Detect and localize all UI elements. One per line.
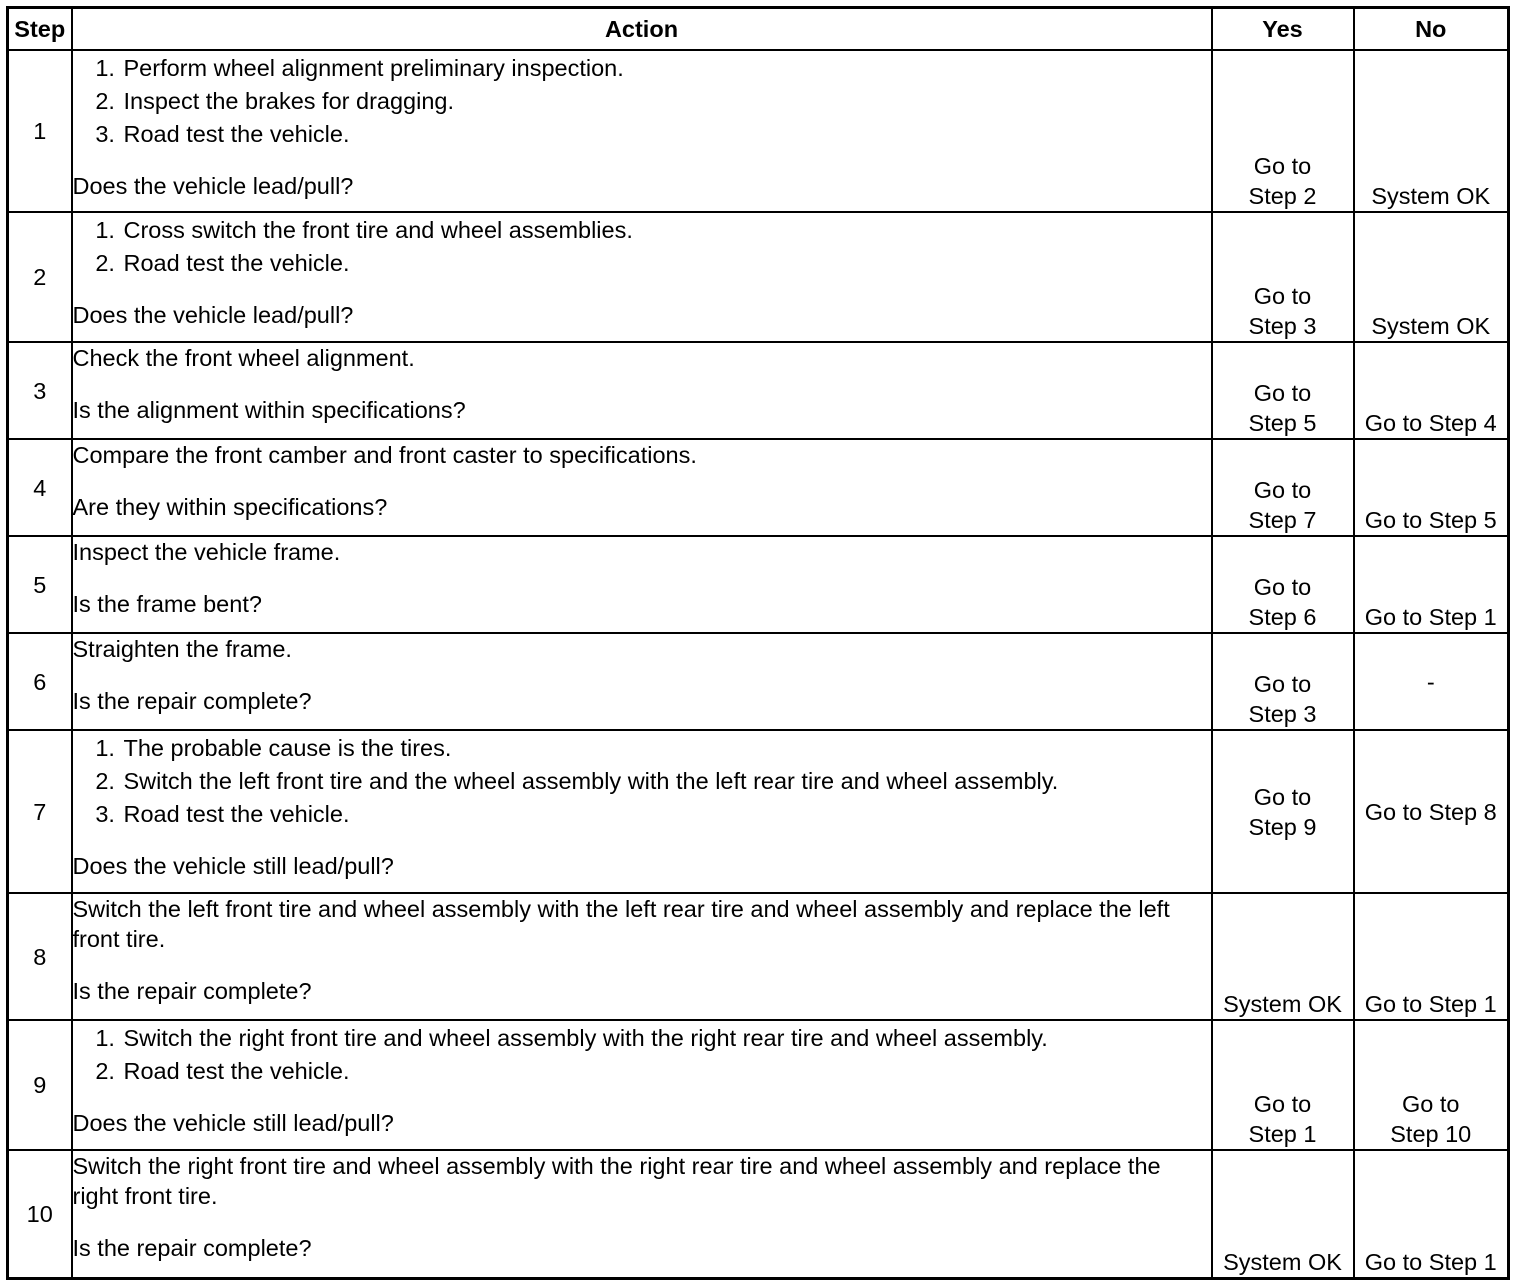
yes-result: [1212, 893, 1354, 1020]
action-cell: [72, 439, 1212, 536]
action-question: Is the repair complete?: [72, 1235, 312, 1261]
action-question: Does the vehicle still lead/pull?: [72, 853, 394, 879]
yes-result: [1212, 536, 1354, 633]
action-question: Does the vehicle lead/pull?: [72, 302, 354, 328]
action-list-item: 3. Road test the vehicle.: [122, 119, 1211, 149]
table-row: [8, 1150, 1509, 1278]
no-result-line: Go to Step 1: [1364, 604, 1497, 630]
step-number: 5: [8, 536, 72, 633]
yes-result-line: Go to: [1253, 477, 1312, 503]
no-result-line: Step 10: [1390, 1121, 1472, 1147]
header-row: [8, 8, 1509, 51]
no-result: [1354, 536, 1509, 633]
yes-result-line: System OK: [1223, 1248, 1342, 1275]
action-text: Switch the left front tire and wheel assembly with the left rear tire and wheel assembly and replace the left front tire.: [72, 896, 1170, 952]
no-result: [1354, 342, 1509, 439]
action-list-item: 2. Road test the vehicle.: [122, 248, 1211, 278]
action-question: Does the vehicle lead/pull?: [72, 173, 354, 199]
table-row: [8, 536, 1509, 633]
action-cell: [72, 1150, 1212, 1278]
action-cell: [72, 730, 1212, 893]
no-result-line: Go to Step 5: [1364, 507, 1497, 533]
action-question: Does the vehicle still lead/pull?: [72, 1110, 394, 1136]
no-result: [1354, 893, 1509, 1020]
action-text: Straighten the frame.: [72, 636, 292, 662]
step-number: 2: [8, 212, 72, 342]
step-number: 3: [8, 342, 72, 439]
no-result-line: Go to Step 1: [1364, 1248, 1497, 1275]
no-result-line: Go to Step 1: [1364, 991, 1497, 1017]
table-row: [8, 1020, 1509, 1150]
action-cell: [72, 1020, 1212, 1150]
header-step: Step: [8, 8, 72, 51]
step-number: 4: [8, 439, 72, 536]
yes-result-line: Go to: [1253, 671, 1312, 697]
yes-result: [1212, 212, 1354, 342]
action-list: [73, 215, 1211, 278]
yes-result-line: Step 1: [1248, 1121, 1317, 1147]
yes-result: [1212, 342, 1354, 439]
action-list-item: 1. Perform wheel alignment preliminary inspection.: [122, 53, 1211, 83]
yes-result-line: Go to: [1253, 283, 1312, 309]
yes-result-line: Step 9: [1248, 813, 1317, 840]
no-result: [1354, 1150, 1509, 1278]
action-list-item: 1. Switch the right front tire and wheel assembly with the right rear tire and wheel assembly.: [122, 1023, 1211, 1053]
table-row: [8, 342, 1509, 439]
diagnostic-table-container: [6, 6, 1510, 1280]
yes-result: [1212, 1020, 1354, 1150]
table-row: [8, 893, 1509, 1020]
action-cell: [72, 212, 1212, 342]
action-list-item: 2. Road test the vehicle.: [122, 1056, 1211, 1086]
action-list-item: 1. Cross switch the front tire and wheel assemblies.: [122, 215, 1211, 245]
yes-result-line: Step 3: [1248, 701, 1317, 727]
step-number: 8: [8, 893, 72, 1020]
action-question: Is the frame bent?: [72, 591, 262, 617]
yes-result-line: Step 2: [1248, 183, 1317, 209]
yes-result-line: Go to: [1253, 153, 1312, 179]
no-result-line: Go to: [1402, 1091, 1460, 1117]
yes-result: [1212, 439, 1354, 536]
no-result: [1354, 50, 1509, 212]
action-cell: [72, 893, 1212, 1020]
action-cell: [72, 536, 1212, 633]
yes-result-line: Go to: [1253, 574, 1312, 600]
no-result-line: Go to Step 8: [1364, 798, 1497, 825]
action-cell: [72, 50, 1212, 212]
action-cell: [72, 633, 1212, 730]
action-list-item: 2. Switch the left front tire and the wheel assembly with the left rear tire and wheel assembly.: [122, 766, 1211, 796]
yes-result-line: Step 5: [1248, 410, 1317, 436]
no-result: [1354, 212, 1509, 342]
table-body: [8, 50, 1509, 1278]
header-yes: Yes: [1212, 8, 1354, 51]
yes-result-line: Step 7: [1248, 507, 1317, 533]
no-result-line: System OK: [1371, 183, 1491, 209]
yes-result: [1212, 50, 1354, 212]
yes-result: [1212, 730, 1354, 893]
table-row: [8, 439, 1509, 536]
action-question: Is the repair complete?: [72, 978, 312, 1004]
action-list: [73, 53, 1211, 149]
no-result: [1354, 633, 1509, 730]
action-list: [73, 1023, 1211, 1086]
action-question: Is the repair complete?: [72, 688, 312, 714]
step-number: 7: [8, 730, 72, 893]
step-number: 6: [8, 633, 72, 730]
yes-result: [1212, 1150, 1354, 1278]
action-text: Inspect the vehicle frame.: [72, 539, 341, 565]
table-row: [8, 50, 1509, 212]
table-row: [8, 633, 1509, 730]
yes-result-line: Step 6: [1248, 604, 1317, 630]
no-result-line: Go to Step 4: [1364, 410, 1497, 436]
step-number: 1: [8, 50, 72, 212]
table-row: [8, 730, 1509, 893]
yes-result-line: Go to: [1253, 380, 1312, 406]
yes-result-line: Go to: [1253, 1091, 1312, 1117]
yes-result: [1212, 633, 1354, 730]
no-result: [1354, 439, 1509, 536]
diagnostic-table: [6, 6, 1510, 1280]
step-number: 9: [8, 1020, 72, 1150]
no-result-line: -: [1426, 668, 1435, 695]
table-row: [8, 212, 1509, 342]
action-list-item: 1. The probable cause is the tires.: [122, 733, 1211, 763]
no-result-line: System OK: [1371, 313, 1491, 339]
no-result: [1354, 730, 1509, 893]
header-action: Action: [72, 8, 1212, 51]
yes-result-line: System OK: [1223, 991, 1342, 1017]
header-no: No: [1354, 8, 1509, 51]
action-text: Compare the front camber and front caster to specifications.: [72, 442, 697, 468]
action-cell: [72, 342, 1212, 439]
yes-result-line: Go to: [1253, 783, 1312, 810]
step-number: 10: [8, 1150, 72, 1278]
action-question: Are they within specifications?: [72, 494, 388, 520]
action-list: [73, 733, 1211, 829]
action-text: Switch the right front tire and wheel assembly with the right rear tire and wheel assembly and replace the right front tire.: [72, 1153, 1161, 1209]
action-text: Check the front wheel alignment.: [72, 345, 415, 371]
action-list-item: 3. Road test the vehicle.: [122, 799, 1211, 829]
yes-result-line: Step 3: [1248, 313, 1317, 339]
no-result: [1354, 1020, 1509, 1150]
action-list-item: 2. Inspect the brakes for dragging.: [122, 86, 1211, 116]
action-question: Is the alignment within specifications?: [72, 397, 466, 423]
